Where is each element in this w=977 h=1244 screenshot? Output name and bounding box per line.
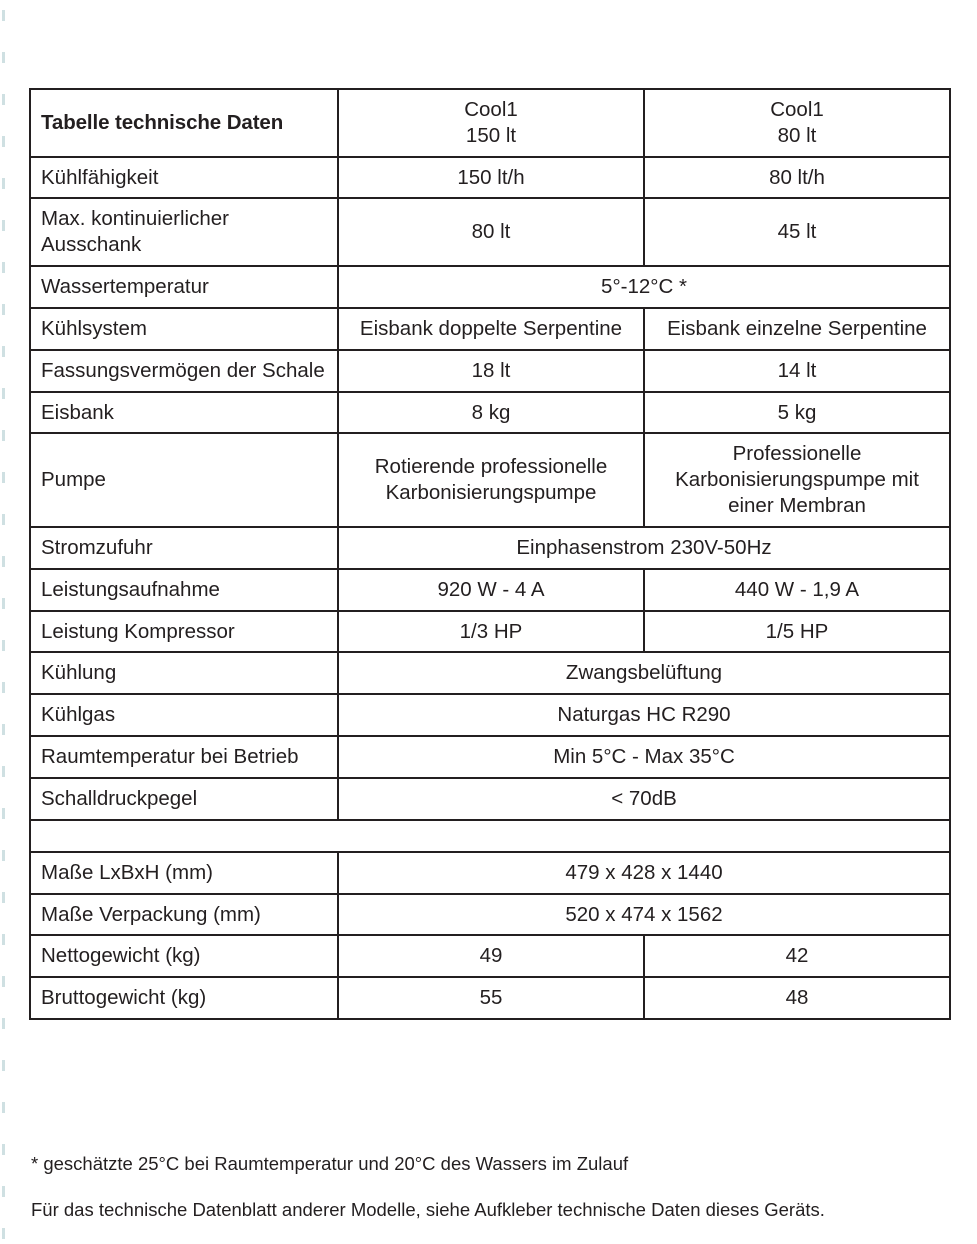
edge-tick-mark (2, 850, 5, 861)
row-value-model-a: 80 lt (338, 198, 644, 266)
spec-rows-dimensions (30, 852, 950, 1019)
table-row (30, 894, 950, 936)
edge-tick-mark (2, 346, 5, 357)
row-value-model-a: 150 lt/h (338, 157, 644, 199)
table-row (30, 778, 950, 820)
row-label: Pumpe (30, 433, 338, 526)
edge-tick-mark (2, 808, 5, 819)
row-label: Nettogewicht (kg) (30, 935, 338, 977)
table-row (30, 852, 950, 894)
table-row (30, 392, 950, 434)
row-value-model-b: 45 lt (644, 198, 950, 266)
table-row (30, 527, 950, 569)
edge-tick-mark (2, 1228, 5, 1239)
model-b-name: Cool1 (770, 98, 824, 121)
row-label: Bruttogewicht (kg) (30, 977, 338, 1019)
row-value-model-b: 1/5 HP (644, 611, 950, 653)
model-a-capacity: 150 lt (465, 123, 517, 147)
row-value-both-models: Naturgas HC R290 (338, 694, 950, 736)
edge-tick-mark (2, 388, 5, 399)
model-b-capacity: 80 lt (777, 123, 817, 147)
row-label: Kühlsystem (30, 308, 338, 350)
edge-tick-mark (2, 766, 5, 777)
edge-tick-mark (2, 682, 5, 693)
row-value-model-a: 920 W - 4 A (338, 569, 644, 611)
row-label: Leistung Kompressor (30, 611, 338, 653)
row-value-both-models: Zwangsbelüftung (338, 652, 950, 694)
spacer-row (30, 820, 950, 852)
edge-tick-mark (2, 556, 5, 567)
row-label: Fassungsvermögen der Schale (30, 350, 338, 392)
page-edge-tick-marks (0, 0, 14, 1240)
row-value-both-models: 520 x 474 x 1562 (338, 894, 950, 936)
row-value-both-models: Min 5°C - Max 35°C (338, 736, 950, 778)
edge-tick-mark (2, 304, 5, 315)
edge-tick-mark (2, 892, 5, 903)
edge-tick-mark (2, 10, 5, 21)
row-value-model-b: 14 lt (644, 350, 950, 392)
model-a-name: Cool1 (464, 98, 518, 121)
edge-tick-mark (2, 178, 5, 189)
row-value-model-b: 42 (644, 935, 950, 977)
spec-spacer (30, 820, 950, 852)
row-value-model-a: Rotierende professionelle Karbonisierungspumpe (338, 433, 644, 526)
table-body (30, 89, 950, 157)
technical-data-sheet (29, 88, 949, 1020)
table-row (30, 652, 950, 694)
row-value-model-b: 80 lt/h (644, 157, 950, 199)
row-value-both-models: 5°-12°C * (338, 266, 950, 308)
footnotes (31, 1152, 951, 1244)
table-row (30, 266, 950, 308)
row-label: Kühlgas (30, 694, 338, 736)
table-row (30, 198, 950, 266)
edge-tick-mark (2, 976, 5, 987)
edge-tick-mark (2, 640, 5, 651)
table-row (30, 977, 950, 1019)
column-header-model-b (644, 89, 950, 157)
edge-tick-mark (2, 52, 5, 63)
edge-tick-mark (2, 1186, 5, 1197)
edge-tick-mark (2, 136, 5, 147)
column-header-model-a (338, 89, 644, 157)
edge-tick-mark (2, 1060, 5, 1071)
table-title-cell: Tabelle technische Daten (30, 89, 338, 157)
row-label: Max. kontinuierlicher Ausschank (30, 198, 338, 266)
edge-tick-mark (2, 430, 5, 441)
row-value-both-models: 479 x 428 x 1440 (338, 852, 950, 894)
table-row (30, 694, 950, 736)
row-label: Maße Verpackung (mm) (30, 894, 338, 936)
table-row (30, 433, 950, 526)
technical-specifications-table (29, 88, 951, 1020)
row-label: Stromzufuhr (30, 527, 338, 569)
edge-tick-mark (2, 1144, 5, 1155)
table-row (30, 350, 950, 392)
table-row (30, 157, 950, 199)
edge-tick-mark (2, 1102, 5, 1113)
spec-rows-main (30, 157, 950, 820)
edge-tick-mark (2, 262, 5, 273)
edge-tick-mark (2, 220, 5, 231)
spacer-cell (30, 820, 950, 852)
row-value-both-models: < 70dB (338, 778, 950, 820)
row-value-model-a: 18 lt (338, 350, 644, 392)
row-value-model-a: Eisbank doppelte Serpentine (338, 308, 644, 350)
table-row (30, 935, 950, 977)
table-header-row (30, 89, 950, 157)
row-value-model-a: 8 kg (338, 392, 644, 434)
row-label: Leistungsaufnahme (30, 569, 338, 611)
row-label: Maße LxBxH (mm) (30, 852, 338, 894)
table-row (30, 736, 950, 778)
edge-tick-mark (2, 598, 5, 609)
edge-tick-mark (2, 514, 5, 525)
row-value-model-b: 5 kg (644, 392, 950, 434)
edge-tick-mark (2, 724, 5, 735)
row-value-model-a: 1/3 HP (338, 611, 644, 653)
row-label: Eisbank (30, 392, 338, 434)
row-value-model-b: Professionelle Karbonisierungspumpe mit einer Membran (644, 433, 950, 526)
edge-tick-mark (2, 472, 5, 483)
row-value-model-a: 55 (338, 977, 644, 1019)
edge-tick-mark (2, 934, 5, 945)
table-row (30, 569, 950, 611)
row-value-model-b: 440 W - 1,9 A (644, 569, 950, 611)
table-row (30, 611, 950, 653)
row-value-model-b: 48 (644, 977, 950, 1019)
row-label: Kühlfähigkeit (30, 157, 338, 199)
footnote-temperature: * geschätzte 25°C bei Raumtemperatur und 20°C des Wassers im Zulauf (31, 1153, 629, 1174)
row-label: Kühlung (30, 652, 338, 694)
row-value-model-b: Eisbank einzelne Serpentine (644, 308, 950, 350)
row-value-model-a: 49 (338, 935, 644, 977)
row-value-both-models: Einphasenstrom 230V-50Hz (338, 527, 950, 569)
row-label: Wassertemperatur (30, 266, 338, 308)
table-row (30, 308, 950, 350)
footnote-other-models: Für das technische Datenblatt anderer Modelle, siehe Aufkleber technische Daten dieses Geräts. (31, 1199, 825, 1221)
edge-tick-mark (2, 1018, 5, 1029)
row-label: Schalldruckpegel (30, 778, 338, 820)
row-label: Raumtemperatur bei Betrieb (30, 736, 338, 778)
edge-tick-mark (2, 94, 5, 105)
